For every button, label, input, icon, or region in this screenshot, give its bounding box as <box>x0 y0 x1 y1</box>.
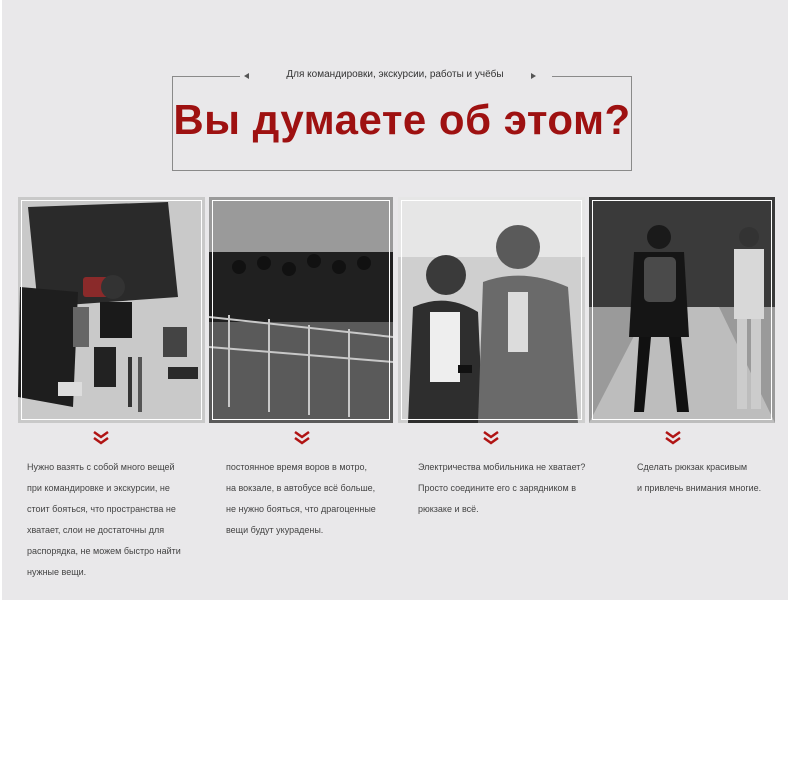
caption-line: Нужно вазять с собой много вещей <box>27 462 175 472</box>
left-triangle-icon <box>244 73 249 79</box>
chevron-down-icon <box>293 429 311 447</box>
caption-line: распорядка, не можем быстро найти <box>27 546 181 556</box>
metro-crowd-photo <box>209 197 393 423</box>
chevron-down-icon <box>664 429 682 447</box>
caption-line: нужные вещи. <box>27 567 87 577</box>
caption-style <box>637 457 761 499</box>
caption-line: Сделать рюкзак красивым <box>637 462 748 472</box>
caption-line: хватает, слои не достаточны для <box>27 525 165 535</box>
caption-line: не нужно бояться, что драгоценные <box>226 504 376 514</box>
couple-with-phone-photo <box>398 197 585 423</box>
backpack-contents-illustration <box>18 197 205 423</box>
caption-line: рюкзаке и всё. <box>418 504 479 514</box>
caption-line: Просто соедините его с зарядником в <box>418 483 576 493</box>
chevron-down-icon <box>92 429 110 447</box>
header-title: Вы думаете об этом? <box>173 96 631 143</box>
backpack-contents-photo <box>18 197 205 423</box>
caption-line: вещи будут укурадены. <box>226 525 324 535</box>
metro-crowd-illustration <box>209 197 393 423</box>
caption-theft <box>226 457 376 541</box>
caption-line: на вокзале, в автобусе всё больше, <box>226 483 376 493</box>
caption-line: при командировке и экскурсии, не <box>27 483 170 493</box>
caption-line: Электричества мобильника не хватает? <box>418 462 586 472</box>
header-subtitle: Для командировки, экскурсии, работы и учёбы <box>286 69 504 80</box>
caption-line: стоит бояться, что пространства не <box>27 504 176 514</box>
caption-organization <box>27 457 181 583</box>
caption-charging <box>418 457 585 520</box>
caption-line: и привлечь внимания многие. <box>637 483 762 493</box>
chevron-down-icon <box>482 429 500 447</box>
walking-backpackers-photo <box>589 197 775 423</box>
couple-with-phone-illustration <box>398 197 585 423</box>
walking-backpackers-illustration <box>589 197 775 423</box>
caption-line: постоянное время воров в мотро, <box>226 462 367 472</box>
